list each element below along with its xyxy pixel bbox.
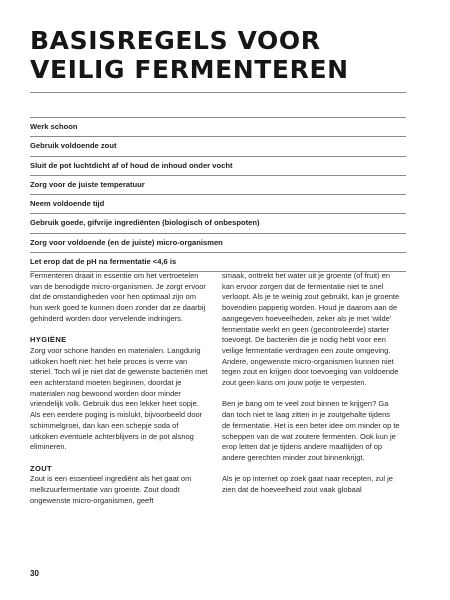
salt-paragraph: Zout is een essentieel ingrediënt als het gaat om melkzuurfermentatie van groente. Zout doodt ongewenste micro-organismen, geeft [30,474,192,505]
rule-item: Neem voldoende tijd [30,195,406,214]
page-number: 30 [30,569,39,578]
page-title [30,26,349,84]
rule-item: Zorg voor voldoende (en de juiste) micro-organismen [30,234,406,253]
rule-item: Werk schoon [30,118,406,137]
rule-item: Gebruik goede, gifvrije ingrediënten (biologisch of onbespoten) [30,214,406,233]
rule-item: Let erop dat de pH na fermentatie <4,6 is [30,253,406,272]
rules-list [30,117,406,272]
salt-continued-paragraph: smaak, onttrekt het water uit je groente (of fruit) en kan ervoor zorgen dat de fermentatie niet te snel verloopt. Als je te weinig zout gebruikt, kan je groente bovendien papperig worden. Houd je daarom aan de aangegeven hoeveelheden, zeker als je met 'wilde' fermentatie werkt en geen (gecontroleerde) starter toevoegt. De bacteriën die je nodig hebt voor een veilige fermentatie verdragen een zoute omgeving. Andere, ongewenste micro-organismen kunnen niet tegen zout en krijgen door toevoeging van voldoende zout geen kans om jouw potje te verpesten. [222,271,400,388]
hygiene-paragraph: Zorg voor schone handen en materialen. Langdurig uitkoken hoeft niet: het hele proces is verre van steriel. Toch wil je niet dat de gewenste bacteriën met een achterstand moeten beginnen, doordat je materialen nog bewoond worden door minder vriendelijk volk. Gebruik dus een lekker heet sopje. Als een eerdere poging is mislukt, bijvoorbeeld door schimmelgroei, dan kan een schepje soda of uitkoken eventuele achterblijvers in de pot alsnog elimineren. [30,345,208,452]
recipes-paragraph: Als je op internet op zoek gaat naar recepten, zul je zien dat de hoeveelheid zout vaak globaal [222,474,393,495]
salt-worry-paragraph: Ben je bang om te veel zout binnen te krijgen? Ga dan toch niet te laag zitten in je zoutgehalte tijdens de fermentatie. Het is een beter idee om minder op te scheppen van de wat zoutere fermenten. Ook kun je erop letten dat je tijdens andere maaltijden of op andere gerechten minder zout binnenkrijgt. [222,399,400,462]
salt-heading: ZOUT [30,463,53,473]
body-column-right [222,271,400,506]
title-line-1: BASISREGELS VOOR [30,26,321,55]
body-column-left [30,271,208,517]
title-line-2: VEILIG FERMENTEREN [30,55,349,84]
rule-item: Sluit de pot luchtdicht af of houd de inhoud onder vocht [30,157,406,176]
title-divider [30,92,406,93]
rule-item: Gebruik voldoende zout [30,137,406,156]
hygiene-heading: HYGIËNE [30,335,67,345]
rule-item: Zorg voor de juiste temperatuur [30,176,406,195]
intro-paragraph: Fermenteren draait in essentie om het vertroetelen van de benodigde micro-organismen. Je zorgt ervoor dat de omstandigheden voor hen optimaal zijn om hun werk goed te kunnen doen zonder dat ze daarbij gehinderd worden door vervelende indringers. [30,271,206,323]
